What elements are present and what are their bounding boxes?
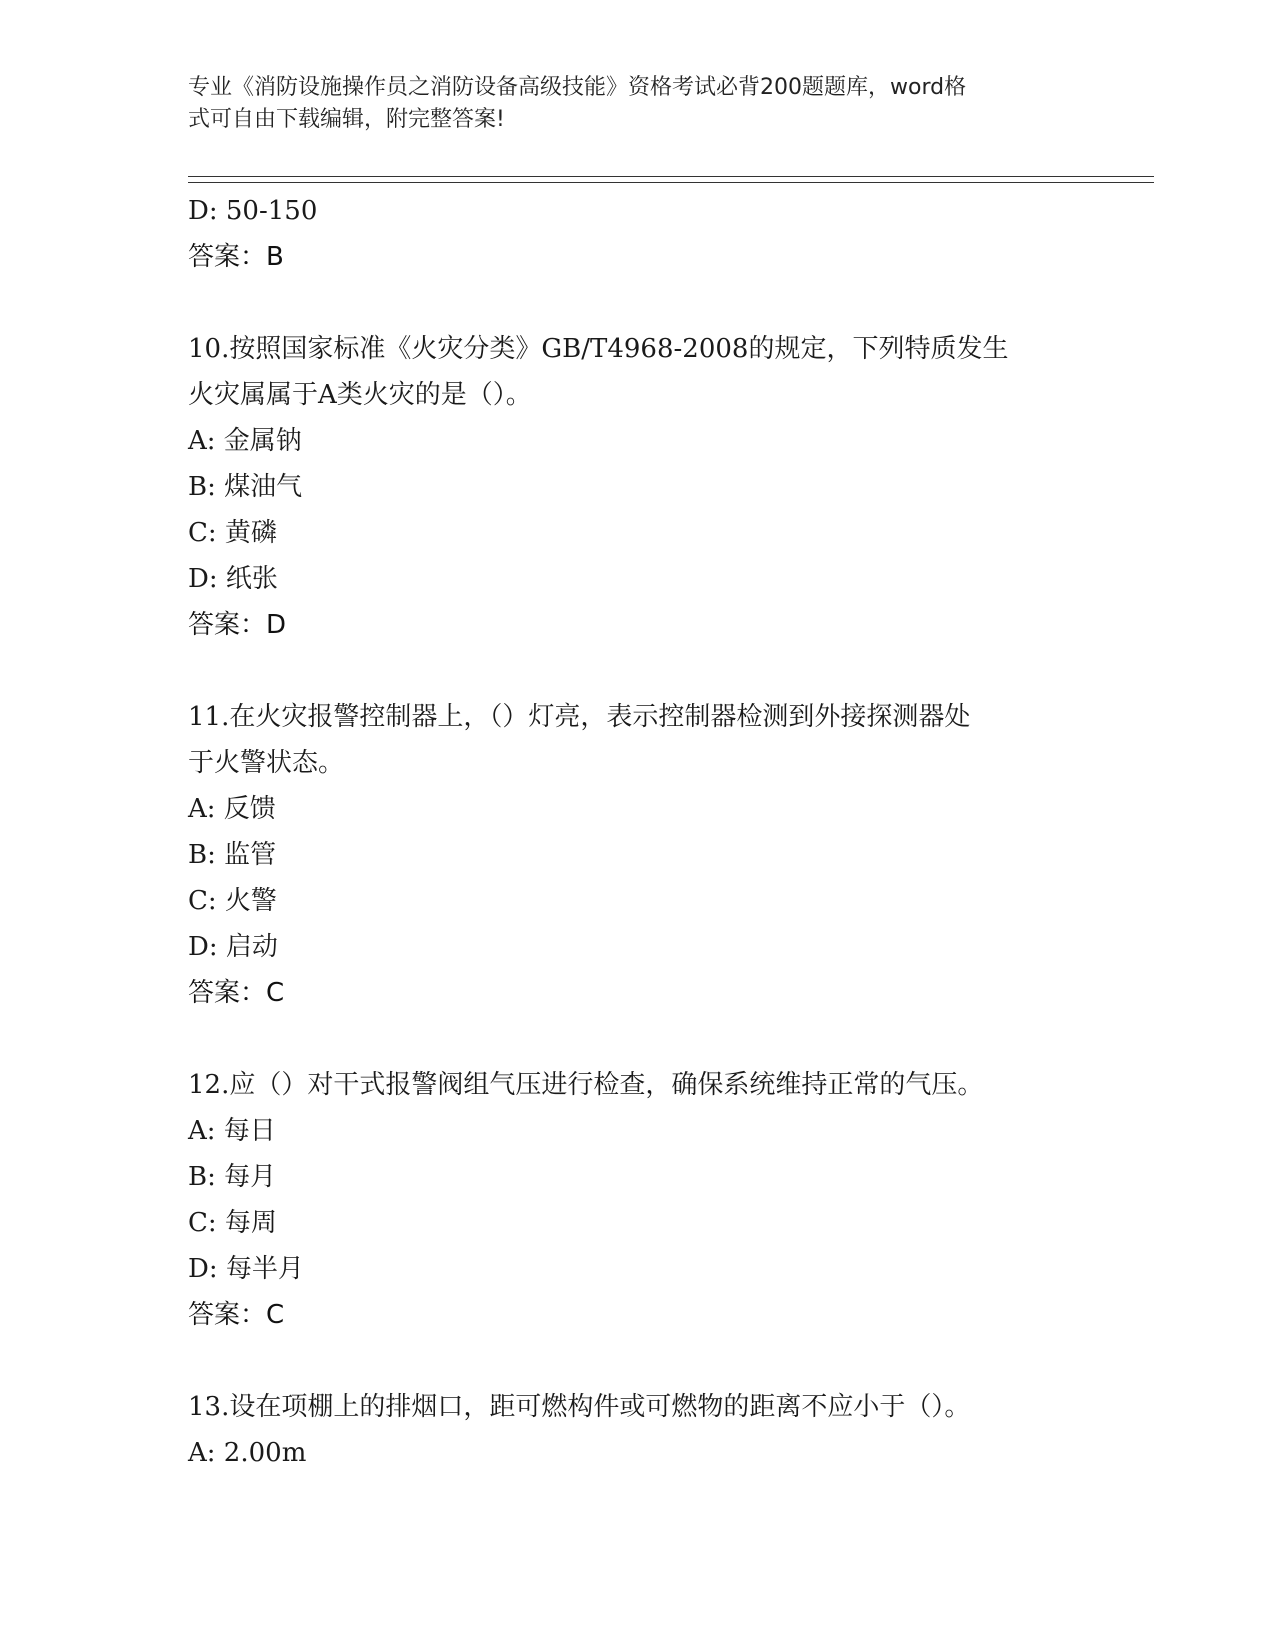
spacer [188,1338,1088,1384]
prev-option-d: D: 50-150 [188,196,318,226]
question-12-answer: 答案：C [188,1300,285,1330]
question-11-option-b: B: 监管 [188,840,277,870]
header-line-1: 专业《消防设施操作员之消防设备高级技能》资格考试必背200题题库，word格 [188,75,967,100]
question-10-option-c: C: 黄磷 [188,518,277,548]
question-12-option-a: A: 每日 [188,1116,276,1146]
question-12-option-c: C: 每周 [188,1208,277,1238]
question-11 [188,694,1088,1016]
question-11-text-line-2: 于火警状态。 [188,748,345,778]
question-13 [188,1384,1088,1476]
question-11-option-c: C: 火警 [188,886,277,916]
header-divider-top [188,176,1154,177]
question-11-option-a: A: 反馈 [188,794,276,824]
question-10-answer: 答案：D [188,610,287,640]
question-13-text-line-1: 13.设在项棚上的排烟口，距可燃构件或可燃物的距离不应小于（）。 [188,1392,971,1422]
question-list [188,188,1088,1476]
question-11-option-d: D: 启动 [188,932,278,962]
question-11-answer: 答案：C [188,978,285,1008]
question-10-option-a: A: 金属钠 [188,426,302,456]
question-12-text-line-1: 12.应（）对干式报警阀组气压进行检查，确保系统维持正常的气压。 [188,1070,984,1100]
spacer [188,280,1088,326]
question-12-option-d: D: 每半月 [188,1254,304,1284]
question-12 [188,1062,1088,1338]
question-12-option-b: B: 每月 [188,1162,277,1192]
question-11-text-line-1: 11.在火灾报警控制器上，（）灯亮，表示控制器检测到外接探测器处 [188,702,971,732]
question-10-text-line-2: 火灾属属于A类火灾的是（）。 [188,380,532,410]
question-10-option-b: B: 煤油气 [188,472,303,502]
question-10 [188,326,1088,648]
document-header [188,72,1068,136]
prev-answer: 答案：B [188,242,284,272]
header-line-2: 式可自由下载编辑，附完整答案! [188,107,505,132]
question-10-option-d: D: 纸张 [188,564,278,594]
header-divider-bottom [188,182,1154,183]
spacer [188,1016,1088,1062]
spacer [188,648,1088,694]
question-13-option-a: A: 2.00m [188,1438,307,1468]
question-10-text-line-1: 10.按照国家标准《火灾分类》GB/T4968-2008的规定，下列特质发生 [188,334,1009,364]
